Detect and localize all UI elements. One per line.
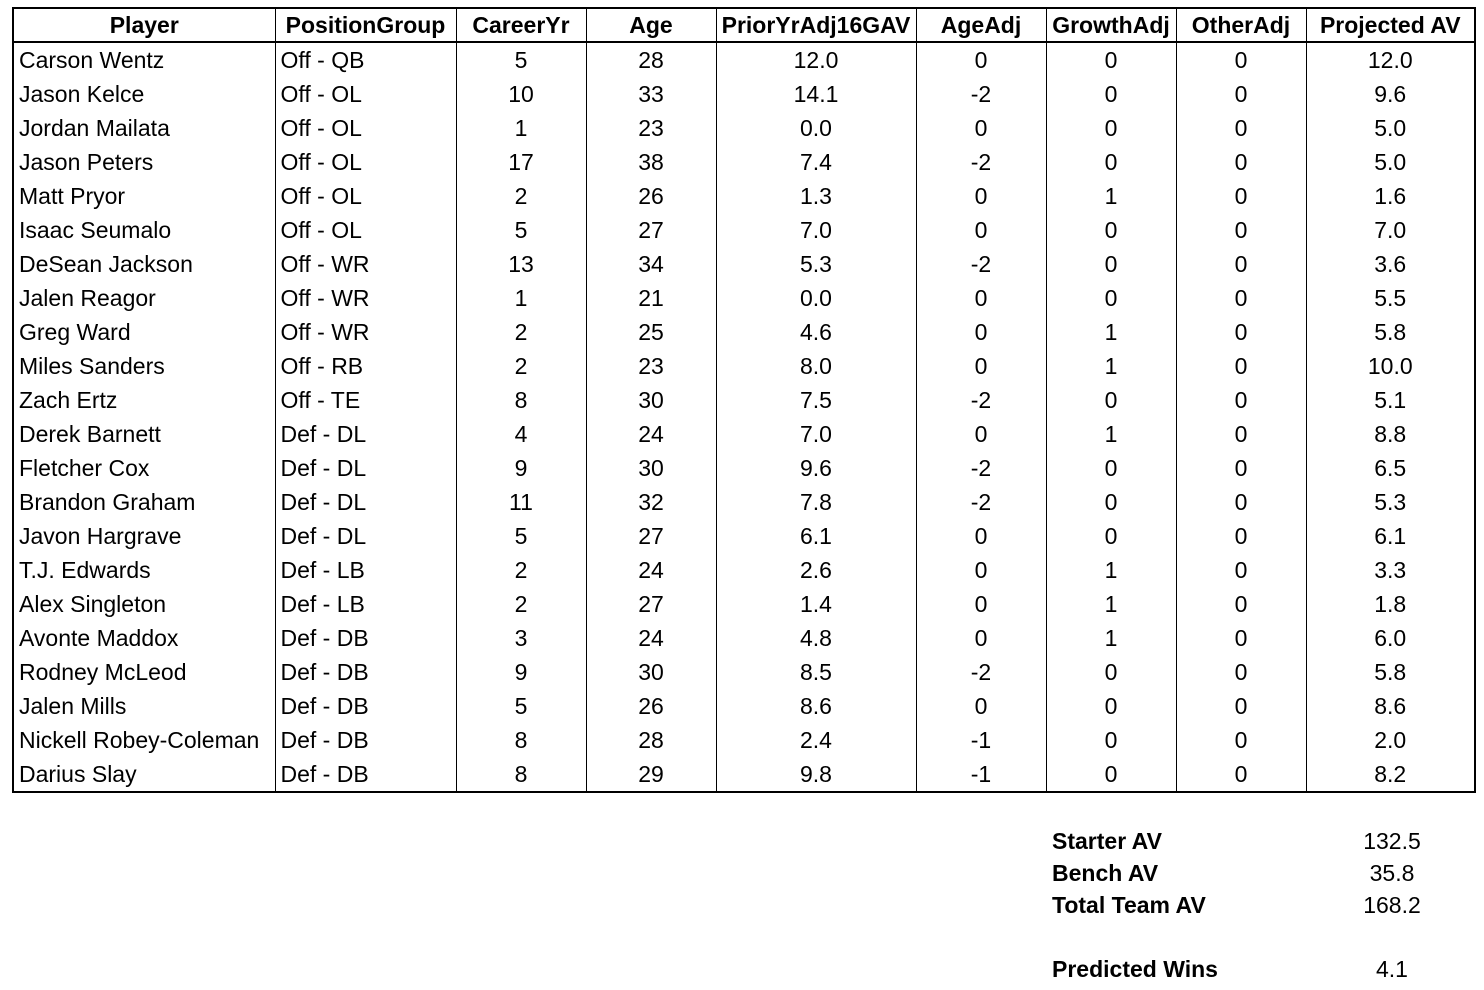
table-row — [13, 621, 1475, 655]
table-cell: 5.8 — [1374, 319, 1407, 345]
table-cell: -2 — [916, 77, 1046, 111]
table-cell: Off - OL — [275, 179, 456, 213]
table-cell: 23 — [586, 349, 716, 383]
table-cell: Off - WR — [275, 281, 456, 315]
table-cell: 7.8 — [716, 485, 916, 519]
table-cell: 21 — [586, 281, 716, 315]
bench-av-value: 35.8 — [1369, 860, 1415, 886]
table-cell: Nickell Robey-Coleman — [13, 723, 275, 757]
table-cell: Off - WR — [275, 315, 456, 349]
table-row — [13, 383, 1475, 417]
table-cell: 8 — [456, 723, 586, 757]
table-cell: 5.8 — [1374, 659, 1407, 685]
table-cell: 0 — [1176, 213, 1306, 247]
table-cell: 17 — [456, 145, 586, 179]
table-cell: 0 — [1046, 247, 1176, 281]
column-header: Player — [13, 8, 275, 42]
table-cell: 5 — [456, 519, 586, 553]
table-cell: Def - DB — [275, 621, 456, 655]
table-cell: 0 — [916, 621, 1046, 655]
table-cell: 0 — [1176, 42, 1306, 77]
table-cell: 0 — [1046, 655, 1176, 689]
table-cell: 1 — [1046, 417, 1176, 451]
table-cell: 30 — [586, 655, 716, 689]
table-cell: 1.3 — [716, 179, 916, 213]
table-cell: 0 — [1176, 417, 1306, 451]
table-cell: Off - WR — [275, 247, 456, 281]
table-row — [13, 281, 1475, 315]
table-cell: 13 — [456, 247, 586, 281]
table-cell: 0 — [1046, 485, 1176, 519]
table-cell: 0 — [1046, 723, 1176, 757]
table-cell: 0 — [916, 519, 1046, 553]
table-cell: -2 — [916, 383, 1046, 417]
table-cell: -1 — [916, 757, 1046, 792]
table-cell: 0 — [1176, 247, 1306, 281]
table-cell: 0 — [1046, 383, 1176, 417]
column-header: OtherAdj — [1176, 8, 1306, 42]
table-cell: 2 — [456, 349, 586, 383]
table-cell: 0 — [1046, 145, 1176, 179]
table-cell: 5.0 — [1374, 149, 1407, 175]
table-cell: 0 — [916, 587, 1046, 621]
table-cell: 0 — [1046, 77, 1176, 111]
table-cell: 2 — [456, 553, 586, 587]
table-cell: Def - DL — [275, 417, 456, 451]
summary-row-starter — [1052, 825, 1452, 857]
table-cell: 2.0 — [1374, 727, 1407, 753]
table-cell: Def - DL — [275, 451, 456, 485]
table-cell: 26 — [586, 179, 716, 213]
table-cell: 1 — [456, 111, 586, 145]
table-cell: 34 — [586, 247, 716, 281]
table-cell: 26 — [586, 689, 716, 723]
table-cell: 1.4 — [716, 587, 916, 621]
table-cell: 30 — [586, 383, 716, 417]
table-cell: Def - DB — [275, 723, 456, 757]
predicted-wins-value: 4.1 — [1376, 956, 1408, 982]
table-cell: 0 — [1176, 553, 1306, 587]
predicted-wins-label: Predicted Wins — [1052, 956, 1218, 982]
table-cell: 1 — [1046, 587, 1176, 621]
table-cell: 9.6 — [716, 451, 916, 485]
table-cell: 0 — [1046, 519, 1176, 553]
table-cell: 9.6 — [1374, 81, 1407, 107]
table-cell: 0 — [1176, 111, 1306, 145]
table-cell: 0 — [1176, 145, 1306, 179]
table-cell: 1 — [1046, 315, 1176, 349]
table-cell: 14.1 — [716, 77, 916, 111]
table-cell: 0 — [1176, 757, 1306, 792]
column-header: CareerYr — [456, 8, 586, 42]
table-cell: 7.0 — [1374, 217, 1407, 243]
table-cell: 6.1 — [1374, 523, 1407, 549]
table-cell: 24 — [586, 553, 716, 587]
table-cell: Matt Pryor — [13, 179, 275, 213]
table-cell: 0 — [916, 213, 1046, 247]
table-cell: Jalen Reagor — [13, 281, 275, 315]
table-cell: 6.1 — [716, 519, 916, 553]
table-cell: 0 — [916, 553, 1046, 587]
table-cell: 3 — [456, 621, 586, 655]
table-cell: 5 — [456, 689, 586, 723]
table-cell: 7.0 — [716, 213, 916, 247]
table-cell: 0.0 — [716, 111, 916, 145]
table-row — [13, 553, 1475, 587]
table-cell: 38 — [586, 145, 716, 179]
table-cell: 0 — [1176, 349, 1306, 383]
table-cell: 2.6 — [716, 553, 916, 587]
table-cell: Darius Slay — [13, 757, 275, 792]
table-row — [13, 519, 1475, 553]
total-team-av-value: 168.2 — [1363, 892, 1421, 918]
table-cell: 0 — [1046, 689, 1176, 723]
table-cell: Javon Hargrave — [13, 519, 275, 553]
table-cell: 1 — [1046, 621, 1176, 655]
table-cell: 5.3 — [716, 247, 916, 281]
table-row — [13, 417, 1475, 451]
table-cell: 11 — [456, 485, 586, 519]
table-cell: 9 — [456, 451, 586, 485]
table-cell: 0 — [1176, 77, 1306, 111]
table-cell: -2 — [916, 145, 1046, 179]
table-cell: 27 — [586, 213, 716, 247]
table-cell: 10 — [456, 77, 586, 111]
table-cell: 5.0 — [1374, 115, 1407, 141]
table-cell: 1 — [1046, 179, 1176, 213]
table-cell: Off - OL — [275, 77, 456, 111]
table-cell: 24 — [586, 621, 716, 655]
table-cell: 5 — [456, 213, 586, 247]
table-cell: 8 — [456, 383, 586, 417]
column-header: AgeAdj — [916, 8, 1046, 42]
table-cell: Carson Wentz — [13, 42, 275, 77]
starter-av-value: 132.5 — [1363, 828, 1421, 854]
table-cell: 2 — [456, 315, 586, 349]
table-cell: 8.8 — [1374, 421, 1407, 447]
table-cell: Jordan Mailata — [13, 111, 275, 145]
table-row — [13, 42, 1475, 77]
table-cell: Off - RB — [275, 349, 456, 383]
table-row — [13, 723, 1475, 757]
table-cell: 3.3 — [1374, 557, 1407, 583]
table-cell: 0 — [916, 417, 1046, 451]
table-cell: 2.4 — [716, 723, 916, 757]
table-row — [13, 315, 1475, 349]
table-cell: 25 — [586, 315, 716, 349]
table-cell: 0 — [1046, 451, 1176, 485]
table-cell: 0 — [1176, 485, 1306, 519]
summary-row-total — [1052, 889, 1452, 921]
table-cell: Def - DL — [275, 485, 456, 519]
table-cell: 0 — [1176, 655, 1306, 689]
table-cell: Isaac Seumalo — [13, 213, 275, 247]
table-cell: 0 — [916, 689, 1046, 723]
table-cell: 0 — [1176, 451, 1306, 485]
table-row — [13, 451, 1475, 485]
table-cell: 1.6 — [1374, 183, 1407, 209]
table-cell: 1.8 — [1374, 591, 1407, 617]
table-cell: 0 — [1176, 689, 1306, 723]
table-cell: 0 — [1176, 621, 1306, 655]
table-cell: 0 — [1176, 587, 1306, 621]
table-cell: 0 — [1176, 179, 1306, 213]
starter-av-label: Starter AV — [1052, 828, 1162, 854]
table-row — [13, 689, 1475, 723]
table-cell: Jalen Mills — [13, 689, 275, 723]
table-cell: 6.5 — [1374, 455, 1407, 481]
table-cell: 0 — [1176, 281, 1306, 315]
table-cell: 9.8 — [716, 757, 916, 792]
table-cell: 0 — [1176, 723, 1306, 757]
table-cell: 4.8 — [716, 621, 916, 655]
table-cell: 12.0 — [716, 42, 916, 77]
table-cell: 29 — [586, 757, 716, 792]
table-cell: 2 — [456, 587, 586, 621]
column-header: PriorYrAdj16GAV — [716, 8, 916, 42]
table-cell: 4 — [456, 417, 586, 451]
table-cell: 7.4 — [716, 145, 916, 179]
table-cell: 0 — [1046, 42, 1176, 77]
table-cell: 32 — [586, 485, 716, 519]
table-cell: Def - LB — [275, 553, 456, 587]
table-cell: 8.5 — [716, 655, 916, 689]
table-cell: 8.6 — [1374, 693, 1407, 719]
table-cell: 5 — [456, 42, 586, 77]
table-cell: Def - DB — [275, 689, 456, 723]
table-cell: 1 — [1046, 349, 1176, 383]
table-cell: 23 — [586, 111, 716, 145]
table-body — [13, 42, 1475, 792]
table-row — [13, 485, 1475, 519]
table-row — [13, 77, 1475, 111]
header-row — [13, 8, 1475, 42]
table-cell: 27 — [586, 519, 716, 553]
table-cell: 0 — [1176, 315, 1306, 349]
total-team-av-label: Total Team AV — [1052, 892, 1206, 918]
summary-row-wins — [1052, 953, 1452, 985]
table-cell: -1 — [916, 723, 1046, 757]
table-cell: 5.1 — [1374, 387, 1407, 413]
table-cell: Def - LB — [275, 587, 456, 621]
table-row — [13, 213, 1475, 247]
table-cell: 0 — [1046, 111, 1176, 145]
table-cell: 12.0 — [1367, 47, 1413, 73]
table-cell: 9 — [456, 655, 586, 689]
bench-av-label: Bench AV — [1052, 860, 1159, 886]
table-cell: Def - DL — [275, 519, 456, 553]
player-projection-table — [12, 7, 1476, 793]
table-cell: 8 — [456, 757, 586, 792]
table-cell: 6.0 — [1374, 625, 1407, 651]
table-cell: 1 — [1046, 553, 1176, 587]
table-cell: 7.5 — [716, 383, 916, 417]
table-cell: Def - DB — [275, 655, 456, 689]
table-row — [13, 145, 1475, 179]
table-cell: 3.6 — [1374, 251, 1407, 277]
table-row — [13, 179, 1475, 213]
table-cell: DeSean Jackson — [13, 247, 275, 281]
table-cell: -2 — [916, 485, 1046, 519]
table-cell: Off - OL — [275, 111, 456, 145]
table-cell: 8.2 — [1374, 761, 1407, 787]
table-cell: -2 — [916, 247, 1046, 281]
table-cell: Greg Ward — [13, 315, 275, 349]
table-row — [13, 111, 1475, 145]
column-header: Projected AV — [1306, 8, 1475, 42]
table-cell: Miles Sanders — [13, 349, 275, 383]
table-cell: 24 — [586, 417, 716, 451]
table-cell: -2 — [916, 655, 1046, 689]
table-cell: Rodney McLeod — [13, 655, 275, 689]
table-cell: Jason Peters — [13, 145, 275, 179]
table-cell: 5.3 — [1374, 489, 1407, 515]
column-header: Age — [586, 8, 716, 42]
table-row — [13, 247, 1475, 281]
table-cell: 8.0 — [716, 349, 916, 383]
table-cell: 33 — [586, 77, 716, 111]
table-cell: Off - OL — [275, 213, 456, 247]
table-cell: 10.0 — [1367, 353, 1413, 379]
table-row — [13, 349, 1475, 383]
table-cell: Off - OL — [275, 145, 456, 179]
table-cell: 30 — [586, 451, 716, 485]
table-cell: Alex Singleton — [13, 587, 275, 621]
table-cell: 0 — [916, 111, 1046, 145]
table-cell: 1 — [456, 281, 586, 315]
table-cell: 0 — [1046, 757, 1176, 792]
column-header: GrowthAdj — [1046, 8, 1176, 42]
table-cell: 7.0 — [716, 417, 916, 451]
table-cell: 0 — [916, 315, 1046, 349]
table-cell: 28 — [586, 723, 716, 757]
table-cell: Off - QB — [275, 42, 456, 77]
table-cell: 0 — [916, 349, 1046, 383]
table-cell: 4.6 — [716, 315, 916, 349]
table-cell: 5.5 — [1374, 285, 1407, 311]
table-cell: 28 — [586, 42, 716, 77]
table-cell: 27 — [586, 587, 716, 621]
table-cell: Jason Kelce — [13, 77, 275, 111]
table-cell: 0 — [1176, 519, 1306, 553]
table-cell: Fletcher Cox — [13, 451, 275, 485]
table-cell: Def - DB — [275, 757, 456, 792]
table-cell: 8.6 — [716, 689, 916, 723]
table-cell: 2 — [456, 179, 586, 213]
table-cell: 0 — [916, 179, 1046, 213]
column-header: PositionGroup — [275, 8, 456, 42]
table-cell: -2 — [916, 451, 1046, 485]
table-row — [13, 655, 1475, 689]
table-row — [13, 757, 1475, 792]
table-cell: 0 — [1046, 281, 1176, 315]
table-cell: 0 — [916, 42, 1046, 77]
table-cell: T.J. Edwards — [13, 553, 275, 587]
table-cell: Brandon Graham — [13, 485, 275, 519]
table-row — [13, 587, 1475, 621]
table-cell: Zach Ertz — [13, 383, 275, 417]
table-cell: 0 — [1176, 383, 1306, 417]
table-cell: 0.0 — [716, 281, 916, 315]
table-cell: 0 — [916, 281, 1046, 315]
table-cell: Derek Barnett — [13, 417, 275, 451]
summary-row-bench — [1052, 857, 1452, 889]
table-cell: Off - TE — [275, 383, 456, 417]
table-cell: Avonte Maddox — [13, 621, 275, 655]
table-cell: 0 — [1046, 213, 1176, 247]
